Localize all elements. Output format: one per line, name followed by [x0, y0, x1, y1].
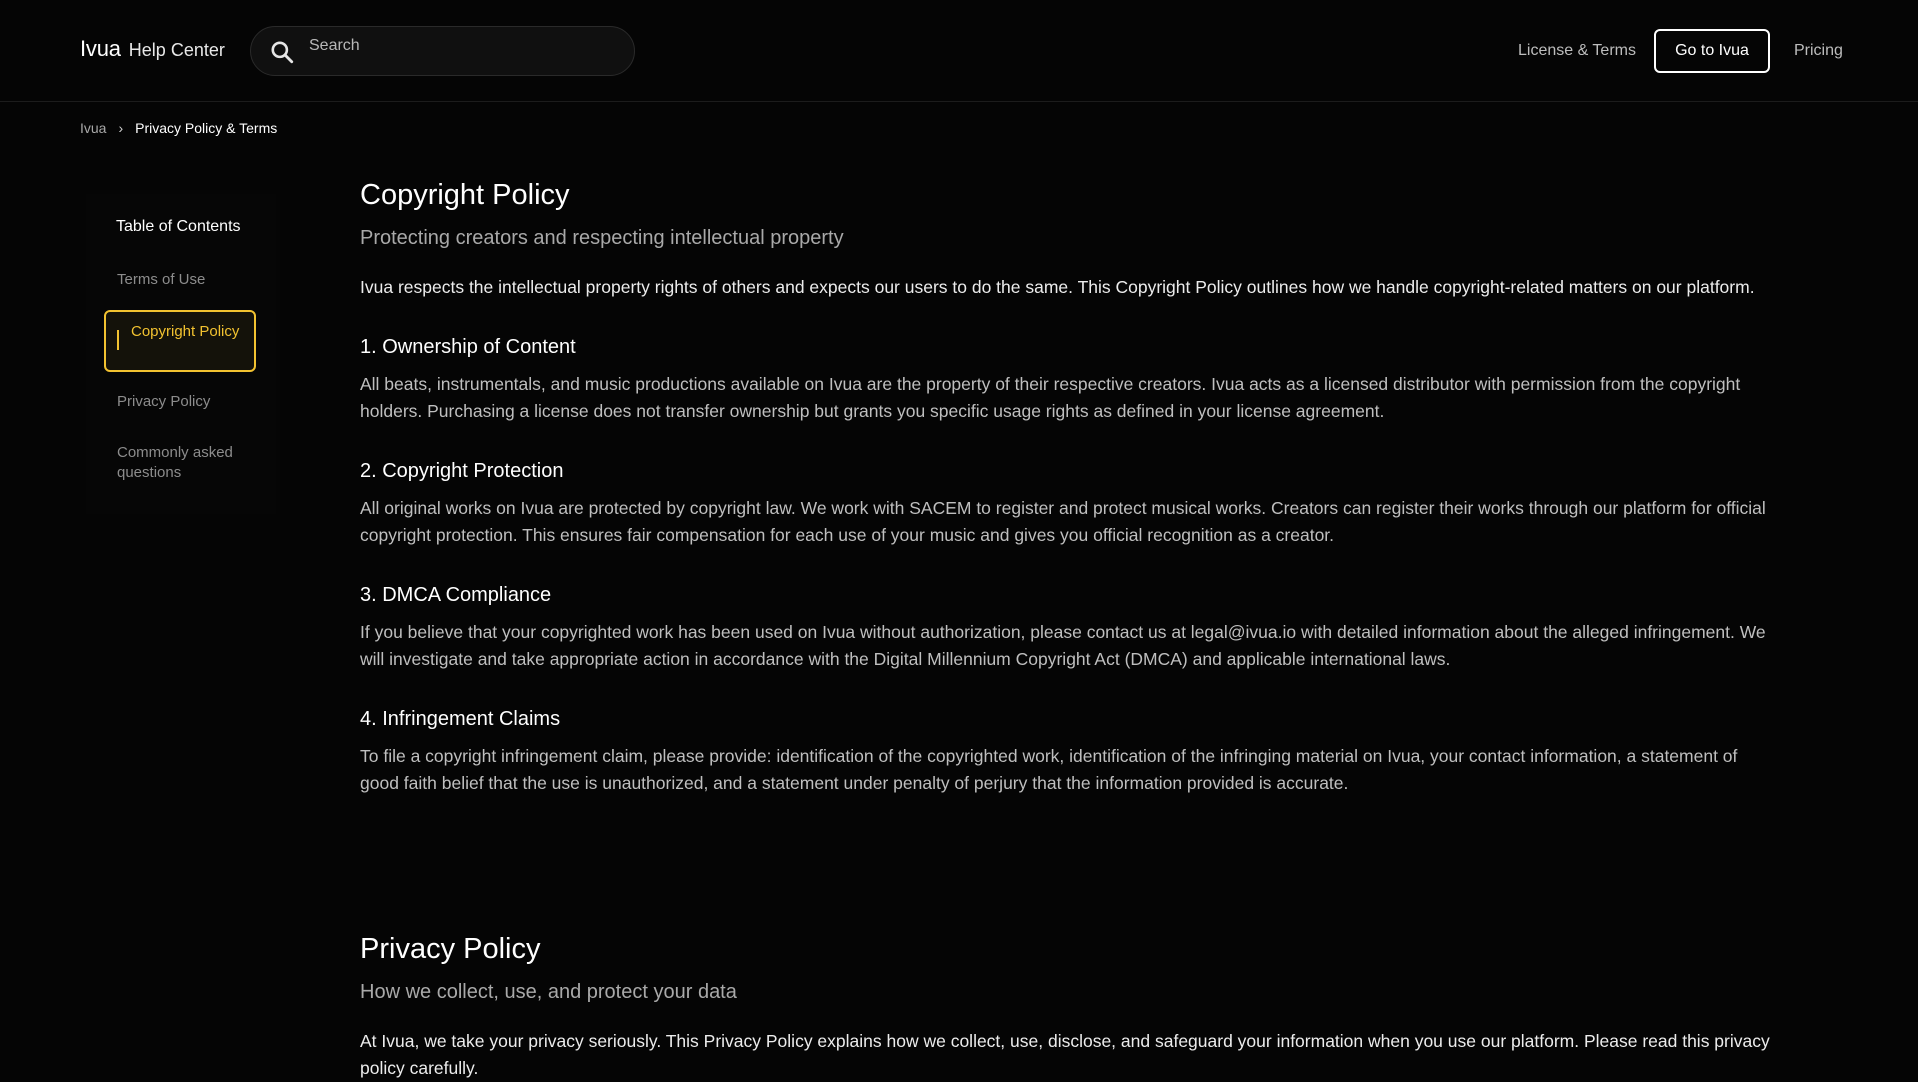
- subsection-text: If you believe that your copyrighted work has been used on Ivua without authorization, please contact us at legal@ivua.io with detailed information about the alleged infringement. We will investigate and take appropriate action in accordance with the Digital Millennium Copyright Act (DMCA) and applicable international laws.: [360, 622, 1766, 669]
- section-intro: Ivua respects the intellectual property rights of others and expects our users to do the same. This Copyright Policy outlines how we handle copyright-related matters on our platform.: [360, 277, 1755, 297]
- brand-name: Ivua: [80, 36, 121, 61]
- chevron-right-icon: ›: [118, 120, 124, 136]
- toc-item-privacy-policy[interactable]: Privacy Policy: [117, 393, 211, 410]
- toc-item-copyright-policy[interactable]: [104, 310, 256, 372]
- subsection-heading: 4. Infringement Claims: [360, 708, 561, 730]
- active-indicator: [117, 330, 119, 350]
- table-of-contents: [86, 194, 276, 514]
- main-content: [360, 176, 1780, 797]
- toc-title: Table of Contents: [116, 218, 241, 235]
- subsection-text: All original works on Ivua are protected by copyright law. We work with SACEM to register and protect musical works. Creators can register their works through our platform for official copyright protection. This ensures fair compensation for each use of your music and gives you official recognition as a creator.: [360, 498, 1766, 545]
- nav-pricing[interactable]: Pricing: [1794, 42, 1843, 59]
- toc-item-label: Copyright Policy: [131, 323, 240, 340]
- subsection-heading: 2. Copyright Protection: [360, 460, 564, 482]
- brand-logo[interactable]: [80, 36, 225, 62]
- toc-item-commonly-asked-questions[interactable]: Commonly asked questions: [117, 444, 233, 481]
- privacy-policy-section: [360, 930, 1780, 1082]
- breadcrumb: [80, 120, 277, 136]
- subsection-heading: 1. Ownership of Content: [360, 336, 576, 358]
- copyright-policy-section: [360, 176, 1780, 797]
- breadcrumb-current: Privacy Policy & Terms: [135, 120, 278, 136]
- top-header: [0, 0, 1918, 102]
- brand-subtitle: Help Center: [128, 40, 225, 60]
- section-title: Privacy Policy: [360, 933, 541, 965]
- breadcrumb-root[interactable]: Ivua: [80, 120, 107, 136]
- subsection-heading: 3. DMCA Compliance: [360, 584, 552, 606]
- section-subtitle: How we collect, use, and protect your data: [360, 981, 737, 1003]
- subsection-text: To file a copyright infringement claim, please provide: identification of the copyrighted work, identification of the infringing material on Ivua, your contact information, a statement of good faith belief that the use is unauthorized, and a statement under penalty of perjury that the information provided is accurate.: [360, 746, 1738, 793]
- search-bar[interactable]: [250, 26, 635, 76]
- nav-license-terms[interactable]: License & Terms: [1518, 42, 1636, 59]
- section-intro: At Ivua, we take your privacy seriously. This Privacy Policy explains how we collect, use, disclose, and safeguard your information when you use our platform. Please read this privacy policy carefully.: [360, 1031, 1770, 1078]
- search-input[interactable]: [307, 31, 607, 61]
- toc-item-terms-of-use[interactable]: Terms of Use: [117, 271, 206, 288]
- subsection-text: All beats, instrumentals, and music productions available on Ivua are the property of their respective creators. Ivua acts as a licensed distributor with permission from the copyright holders. Purchasing a license does not transfer ownership but grants you specific usage rights as defined in your license agreement.: [360, 374, 1741, 421]
- section-title: Copyright Policy: [360, 179, 570, 211]
- search-icon: [269, 39, 295, 65]
- go-to-ivua-button[interactable]: Go to Ivua: [1654, 29, 1770, 73]
- section-subtitle: Protecting creators and respecting intellectual property: [360, 227, 844, 249]
